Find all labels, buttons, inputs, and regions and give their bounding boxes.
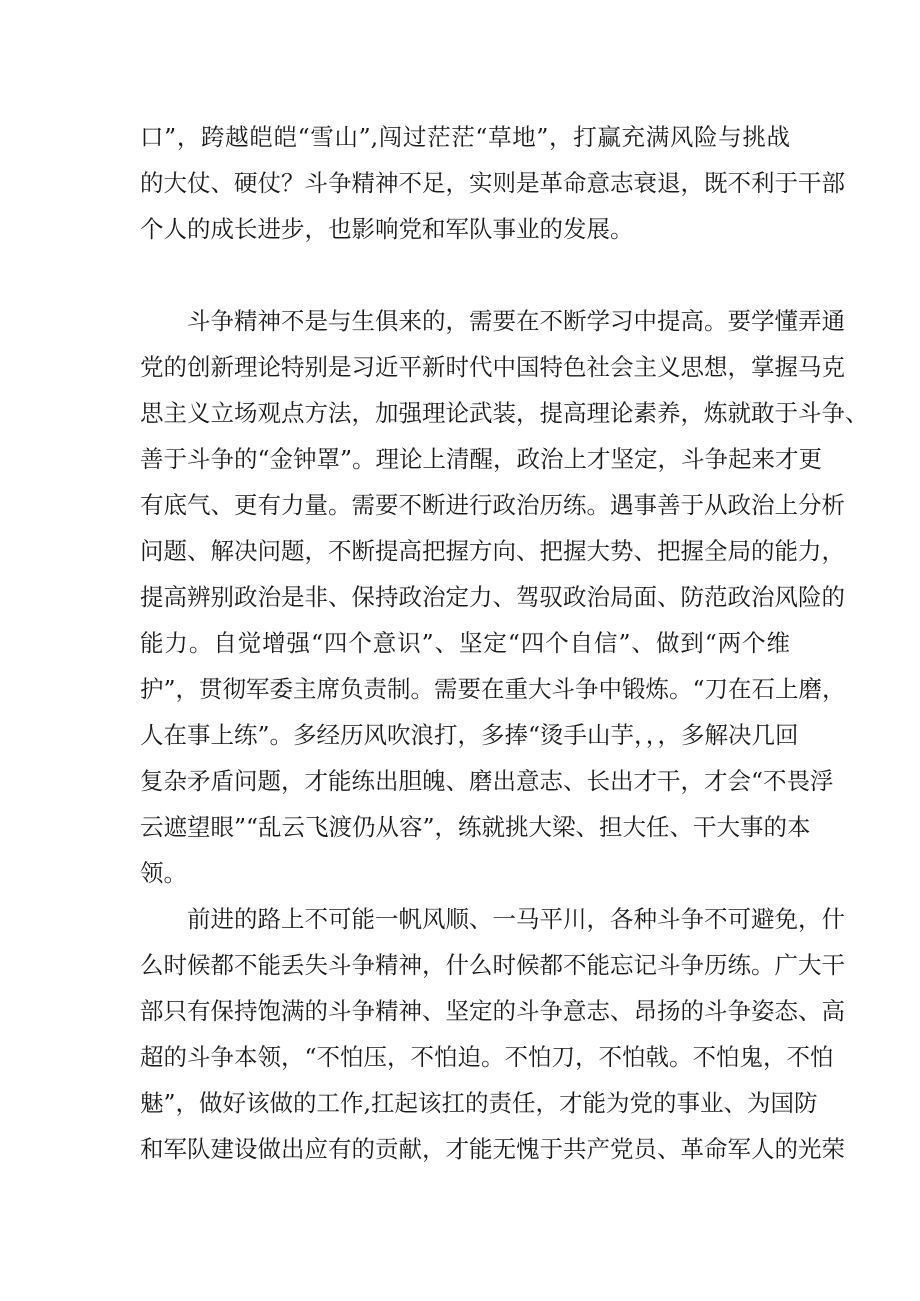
text-line: 能力。自觉增强“四个意识”、坚定“四个自信”、做到“两个维	[140, 629, 790, 657]
text-line: 的大仗、硬仗？斗争精神不足，实则是革命意志衰退，既不利于干部	[140, 169, 845, 197]
text-line: 提高辨别政治是非、保持政治定力、驾驭政治局面、防范政治风险的	[140, 583, 845, 611]
text-line: 么时候都不能丢失斗争精神，什么时候都不能忘记斗争历练。广大干	[140, 951, 845, 979]
text-line: 口”，跨越皑皑“雪山”,闯过茫茫“草地”，打赢充满风险与挑战	[140, 123, 790, 151]
paragraph-1	[140, 114, 845, 252]
text-line: 人在事上练”。多经历风吹浪打，多捧“烫手山芋，，，多解决几回	[140, 721, 799, 749]
text-line: 思主义立场观点方法，加强理论武装，提高理论素养，炼就敢于斗争、	[140, 399, 869, 427]
text-line: 和军队建设做出应有的贡献，才能无愧于共产党员、革命军人的光荣	[140, 1135, 845, 1163]
text-line: 魅”，做好该做的工作,扛起该扛的责任，才能为党的事业、为国防	[140, 1089, 818, 1117]
text-line: 复杂矛盾问题，才能练出胆魄、磨出意志、长出才干，才会“不畏浮	[140, 767, 834, 795]
text-line: 超的斗争本领，“不怕压，不怕迫。不怕刀，不怕戟。不怕鬼，不怕	[140, 1043, 834, 1071]
text-line: 护”，贯彻军委主席负责制。需要在重大斗争中锻炼。“刀在石上磨，	[140, 675, 846, 703]
text-line: 个人的成长进步，也影响党和军队事业的发展。	[140, 215, 634, 243]
text-line: 党的创新理论特别是习近平新时代中国特色社会主义思想，掌握马克	[140, 353, 845, 381]
paragraph-2	[140, 298, 869, 896]
text-line: 前进的路上不可能一帆风顺、一马平川，各种斗争不可避免，什	[187, 905, 845, 933]
text-line: 善于斗争的“金钟罩”。理论上清醒，政治上才坚定，斗争起来才更	[140, 445, 823, 473]
text-line: 云遮望眼”“乱云飞渡仍从容”，练就挑大梁、担大任、干大事的本	[140, 813, 811, 841]
text-line: 领。	[140, 859, 187, 887]
text-line: 有底气、更有力量。需要不断进行政治历练。遇事善于从政治上分析	[140, 491, 845, 519]
text-line: 斗争精神不是与生俱来的，需要在不断学习中提高。要学懂弄通	[187, 307, 845, 335]
text-line: 部只有保持饱满的斗争精神、坚定的斗争意志、昂扬的斗争姿态、高	[140, 997, 845, 1025]
text-line: 问题、解决问题，不断提高把握方向、把握大势、把握全局的能力，	[140, 537, 845, 565]
paragraph-3	[140, 896, 845, 1172]
